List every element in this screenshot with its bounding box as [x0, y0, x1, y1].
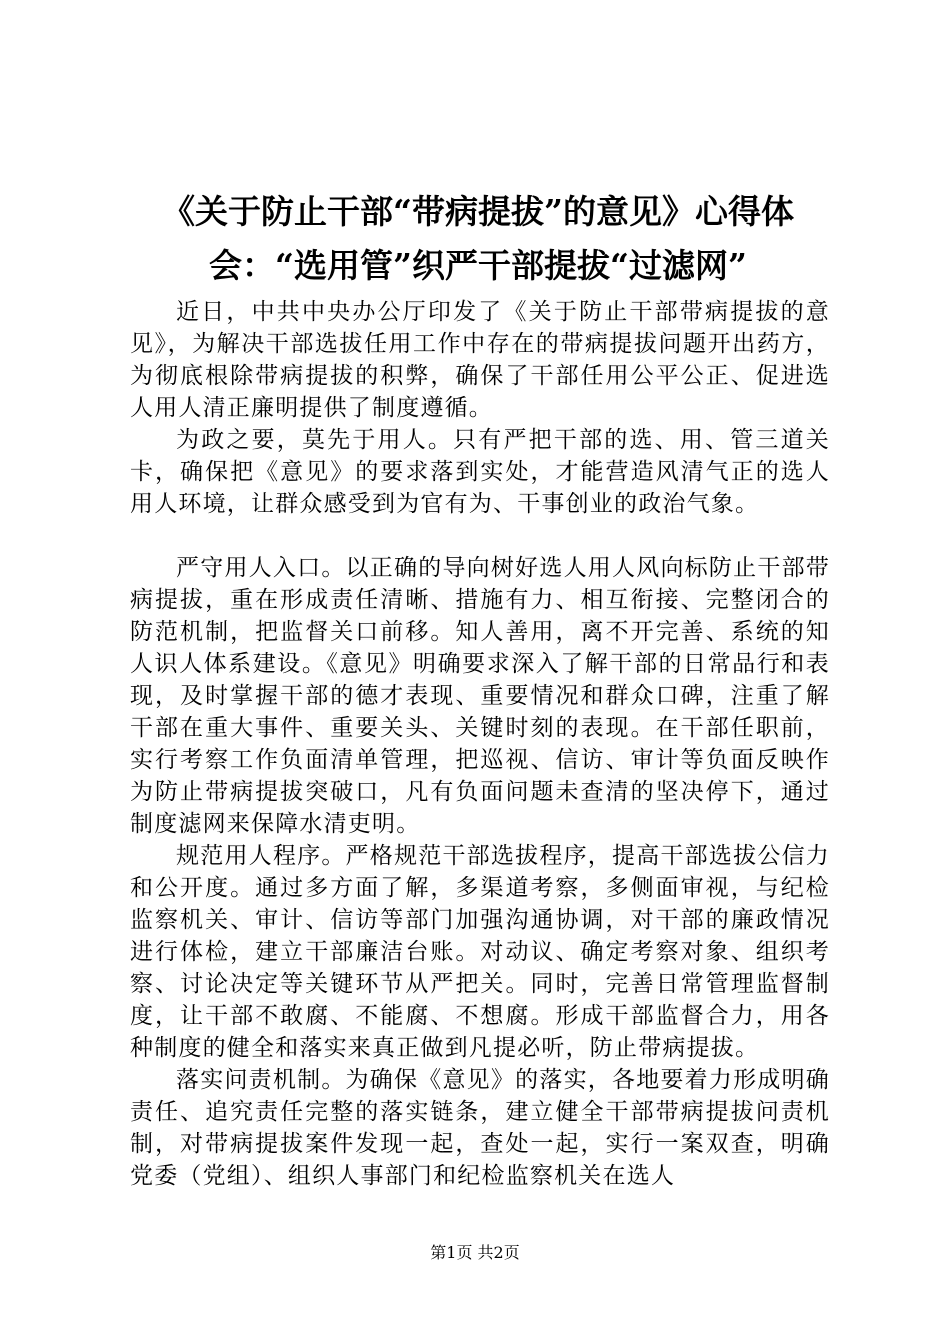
page-indicator: 第1页 共2页: [430, 1243, 520, 1262]
paragraph-intro: 近日，中共中央办公厅印发了《关于防止干部带病提拔的意见》，为解决干部选拔任用工作中存在的带病提拔问题开出药方，为彻底根除带病提拔的积弊，确保了干部任用公平公正、促进选人用人清正廉明提供了制度遵循。: [130, 299, 830, 421]
paragraph-entry: 严守用人入口。以正确的导向树好选人用人风向标防止干部带病提拔，重在形成责任清晰、措施有力、相互衔接、完整闭合的防范机制，把监督关口前移。知人善用，离不开完善、系统的知人识人体系建设。《意见》明确要求深入了解干部的日常品行和表现，及时掌握干部的德才表现、重要情况和群众口碑，注重了解干部在重大事件、重要关头、关键时刻的表现。在干部任职前，实行考察工作负面清单管理，把巡视、信访、审计等负面反映作为防止带病提拔突破口，凡有负面问题未查清的坚决停下，通过制度滤网来保障水清吏明。: [130, 555, 830, 837]
document-title: 《关于防止干部“带病提拔”的意见》心得体会：“选用管”织严干部提拔“过滤网”: [162, 192, 794, 285]
paragraph-procedure: 规范用人程序。严格规范干部选拔程序，提高干部选拔公信力和公开度。通过多方面了解，多渠道考察，多侧面审视，与纪检监察机关、审计、信访等部门加强沟通协调，对干部的廉政情况进行体检，建立干部廉洁台账。对动议、确定考察对象、组织考察、讨论决定等关键环节从严把关。同时，完善日常管理监督制度，让干部不敢腐、不能腐、不想腐。形成干部监督合力，用各种制度的健全和落实来真正做到凡提必听，防止带病提拔。: [130, 843, 830, 1061]
paragraph-principle: 为政之要，莫先于用人。只有严把干部的选、用、管三道关卡，确保把《意见》的要求落到实处，才能营造风清气正的选人用人环境，让群众感受到为官有为、干事创业的政治气象。: [130, 427, 830, 517]
paragraph-accountability: 落实问责机制。为确保《意见》的落实，各地要着力形成明确责任、追究责任完整的落实链条，建立健全干部带病提拔问责机制，对带病提拔案件发现一起，查处一起，实行一案双查，明确党委（党组）、组织人事部门和纪检监察机关在选人: [130, 1067, 830, 1189]
document-body: [130, 296, 830, 1192]
